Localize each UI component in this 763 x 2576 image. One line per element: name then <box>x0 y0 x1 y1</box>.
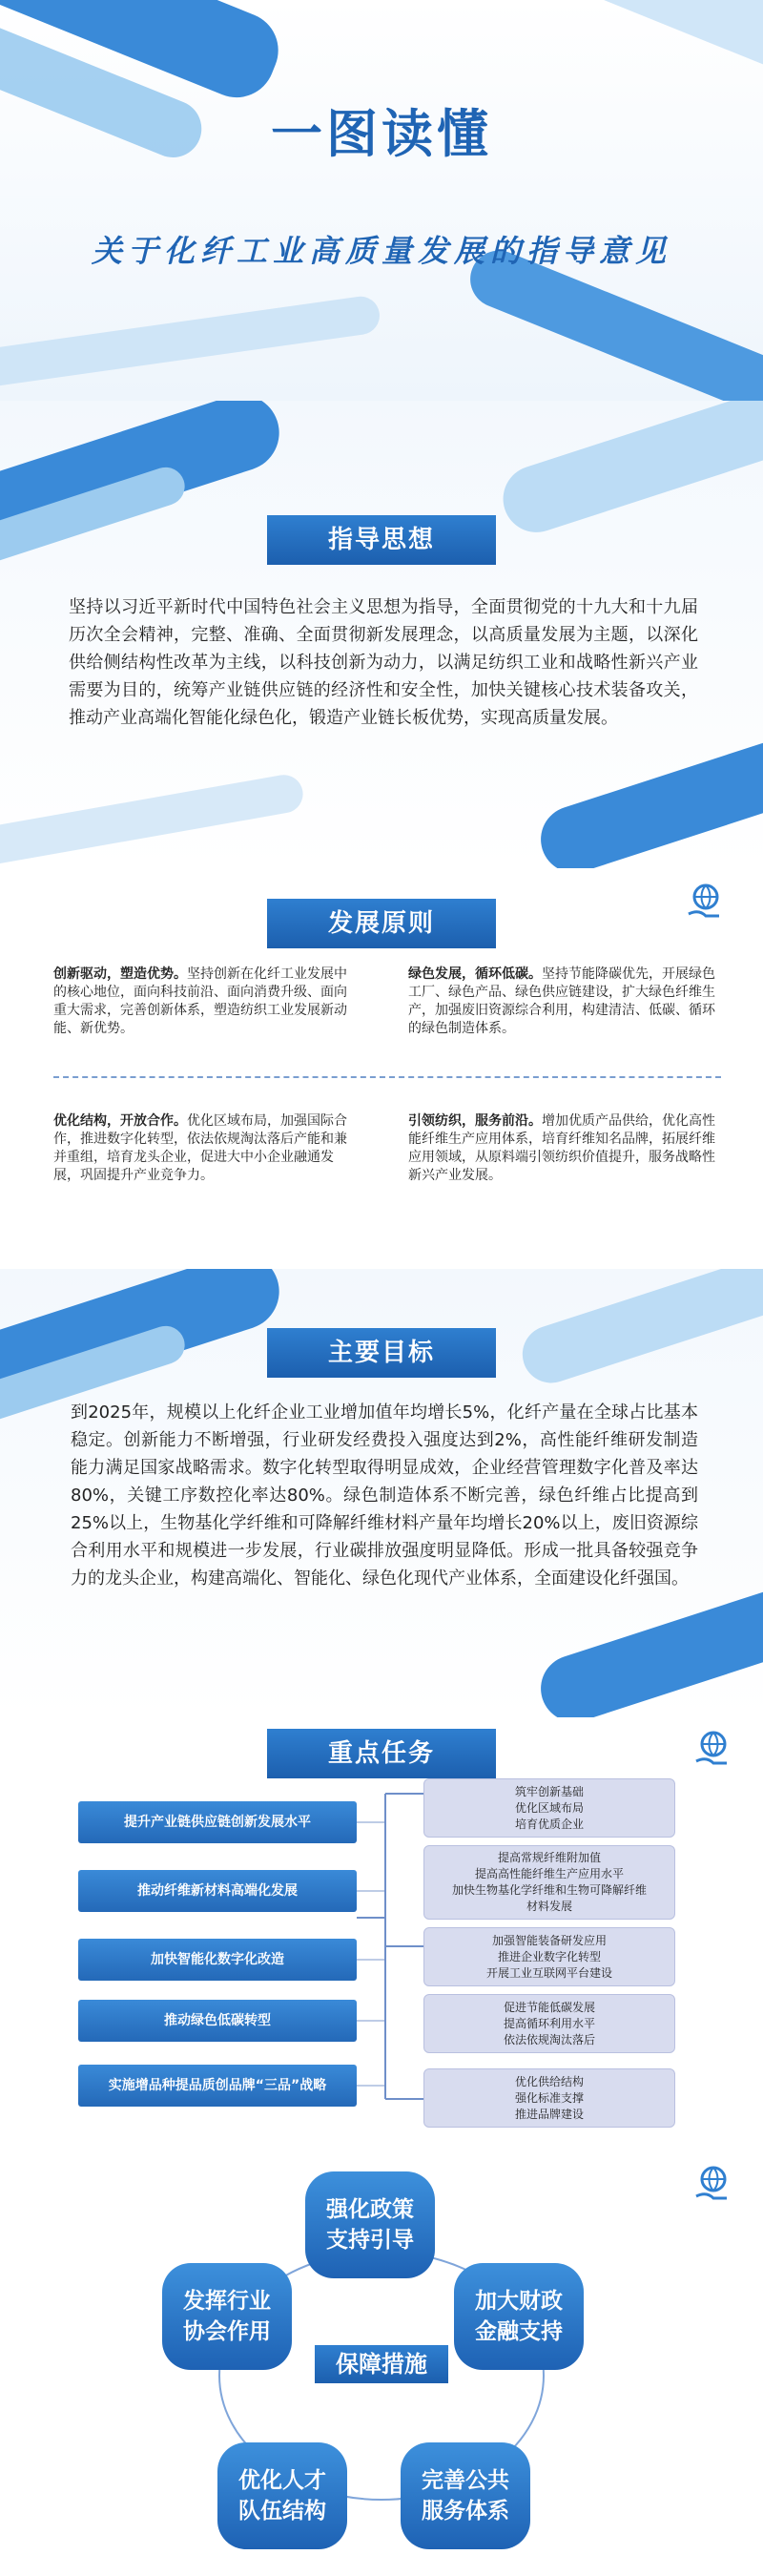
principle-head: 引领纺织，服务前沿。 <box>408 1113 542 1129</box>
measure-line: 完善公共 <box>422 2468 509 2493</box>
measures-center: 保障措施 <box>315 2345 448 2383</box>
section-title-goals: 主要目标 <box>267 1328 496 1378</box>
task-right-line: 提高高性能纤维生产应用水平 <box>474 1867 624 1880</box>
task-left-item: 提升产业链供应链创新发展水平 <box>78 1801 357 1843</box>
task-left-item: 实施增品种提品质创品牌“三品”战略 <box>78 2065 357 2107</box>
principle-item <box>53 1112 357 1185</box>
principle-text: 坚持创新在化纤工业发展中的核心地位，面向科技前沿、面向消费升级、面向重大需求，完善创新体系，塑造纺织工业发展新动能、新优势。 <box>53 966 347 1036</box>
logo-text: 一图读懂 <box>271 104 492 164</box>
task-right-line: 筑牢创新基础 <box>514 1784 584 1798</box>
task-right-line: 强化标准支撑 <box>514 2090 584 2105</box>
task-right-line: 推进品牌建设 <box>514 2107 584 2121</box>
measure-line: 加大财政 <box>475 2289 563 2314</box>
divider <box>53 1076 721 1078</box>
task-right-box <box>423 1845 675 1920</box>
page-subtitle: 关于化纤工业高质量发展的指导意见 <box>91 233 671 269</box>
task-right-box <box>423 1778 675 1838</box>
task-right-box <box>423 1927 675 1986</box>
task-connector <box>357 1784 423 2128</box>
principle-item <box>408 1112 719 1185</box>
task-right-line: 培育优质企业 <box>514 1817 584 1831</box>
task-right-line: 材料发展 <box>526 1900 572 1913</box>
measure-node <box>454 2263 584 2370</box>
guiding-body: 坚持以习近平新时代中国特色社会主义思想为指导，全面贯彻党的十九大和十九届历次全会精神，完整、准确、全面贯彻新发展理念，以高质量发展为主题，以深化供给侧结构性改革为主线，以科技创新为动力，以满足纺织工业和战略性新兴产业需要为目的，统筹产业链供应链的经济性和安全性，加快关键核心技术装备攻关，推动产业高端化智能化绿色化，锻造产业链长板优势，实现高质量发展。 <box>69 597 698 728</box>
measure-node <box>401 2442 530 2549</box>
task-right-box <box>423 2068 675 2128</box>
task-right-box <box>423 1994 675 2053</box>
measure-line: 协会作用 <box>183 2319 271 2344</box>
measure-node <box>217 2442 347 2549</box>
header-band <box>0 0 763 401</box>
section-title-principles: 发展原则 <box>267 899 496 948</box>
task-left-item: 推动纤维新材料高端化发展 <box>78 1870 357 1912</box>
globe-hand-icon <box>692 2164 734 2206</box>
task-right-line: 开展工业互联网平台建设 <box>485 1965 612 1980</box>
measure-line: 支持引导 <box>326 2228 414 2253</box>
globe-hand-icon <box>685 882 727 924</box>
globe-hand-icon <box>692 1729 734 1771</box>
principle-item <box>408 966 719 1038</box>
principle-text: 优化区域布局，加强国际合作，推进数字化转型，依法依规淘汰落后产能和兼并重组，培育龙头企业，促进大中小企业融通发展，巩固提升产业竞争力。 <box>53 1113 347 1183</box>
task-right-line: 促进节能低碳发展 <box>503 2000 595 2014</box>
principle-text: 增加优质产品供给，优化高性能纤维生产应用体系，培育纤维知名品牌，拓展纤维应用领域，从原料端引领纺织价值提升，服务战略性新兴产业发展。 <box>408 1113 715 1183</box>
section-title-guiding: 指导思想 <box>267 515 496 565</box>
measure-node <box>162 2263 292 2370</box>
principle-text: 坚持节能降碳优先，开展绿色工厂、绿色产品、绿色供应链建设，扩大绿色纤维生产，加强废旧资源综合利用，构建清洁、低碳、循环的绿色制造体系。 <box>408 966 715 1036</box>
principle-head: 绿色发展，循环低碳。 <box>408 966 542 982</box>
task-left-item: 推动绿色低碳转型 <box>78 2000 357 2042</box>
decor-stripe <box>0 294 382 393</box>
measure-line: 优化人才 <box>238 2468 326 2493</box>
task-left-item: 加快智能化数字化改造 <box>78 1939 357 1981</box>
measure-line: 强化政策 <box>326 2197 414 2222</box>
task-right-line: 依法依规淘汰落后 <box>503 2032 595 2046</box>
task-right-line: 提高循环利用水平 <box>503 2016 595 2030</box>
principle-head: 创新驱动，塑造优势。 <box>53 966 187 982</box>
decor-stripe <box>494 401 763 541</box>
principle-head: 优化结构，开放合作。 <box>53 1113 187 1129</box>
decor-stripe <box>0 772 306 868</box>
task-right-line: 加强智能装备研发应用 <box>491 1933 607 1947</box>
task-right-line: 推进企业数字化转型 <box>497 1949 601 1963</box>
decor-stripe <box>515 1269 763 1390</box>
task-right-line: 加快生物基化学纤维和生物可降解纤维 <box>451 1883 647 1897</box>
measure-line: 服务体系 <box>422 2499 509 2524</box>
measure-line: 金融支持 <box>475 2319 563 2344</box>
task-right-line: 提高常规纤维附加值 <box>497 1851 601 1864</box>
decor-stripe <box>368 0 763 91</box>
principle-item <box>53 966 357 1038</box>
task-right-line: 优化供给结构 <box>514 2074 584 2088</box>
measure-node <box>305 2171 435 2278</box>
measure-line: 发挥行业 <box>183 2289 271 2314</box>
measure-line: 队伍结构 <box>238 2499 326 2524</box>
task-right-line: 优化区域布局 <box>514 1800 584 1815</box>
decor-stripe <box>532 712 763 868</box>
goals-body: 到2025年，规模以上化纤企业工业增加值年均增长5%，化纤产量在全球占比基本稳定。创新能力不断增强，行业研发经费投入强度达到2%，高性能纤维研发制造能力满足国家战略需求。数字化转型取得明显成效，企业经营管理数字化普及率达80%，关键工序数控化率达80%。绿色制造体系不断完善，绿色纤维占比提高到25%以上，生物基化学纤维和可降解纤维材料产量年均增长20%以上，废旧资源综合利用水平和规模进一步发展，行业碳排放强度明显降低。形成一批具备较强竞争力的龙头企业，构建高端化、智能化、绿色化现代产业体系，全面建设化纤强国。 <box>71 1402 698 1589</box>
section-title-tasks: 重点任务 <box>267 1729 496 1778</box>
